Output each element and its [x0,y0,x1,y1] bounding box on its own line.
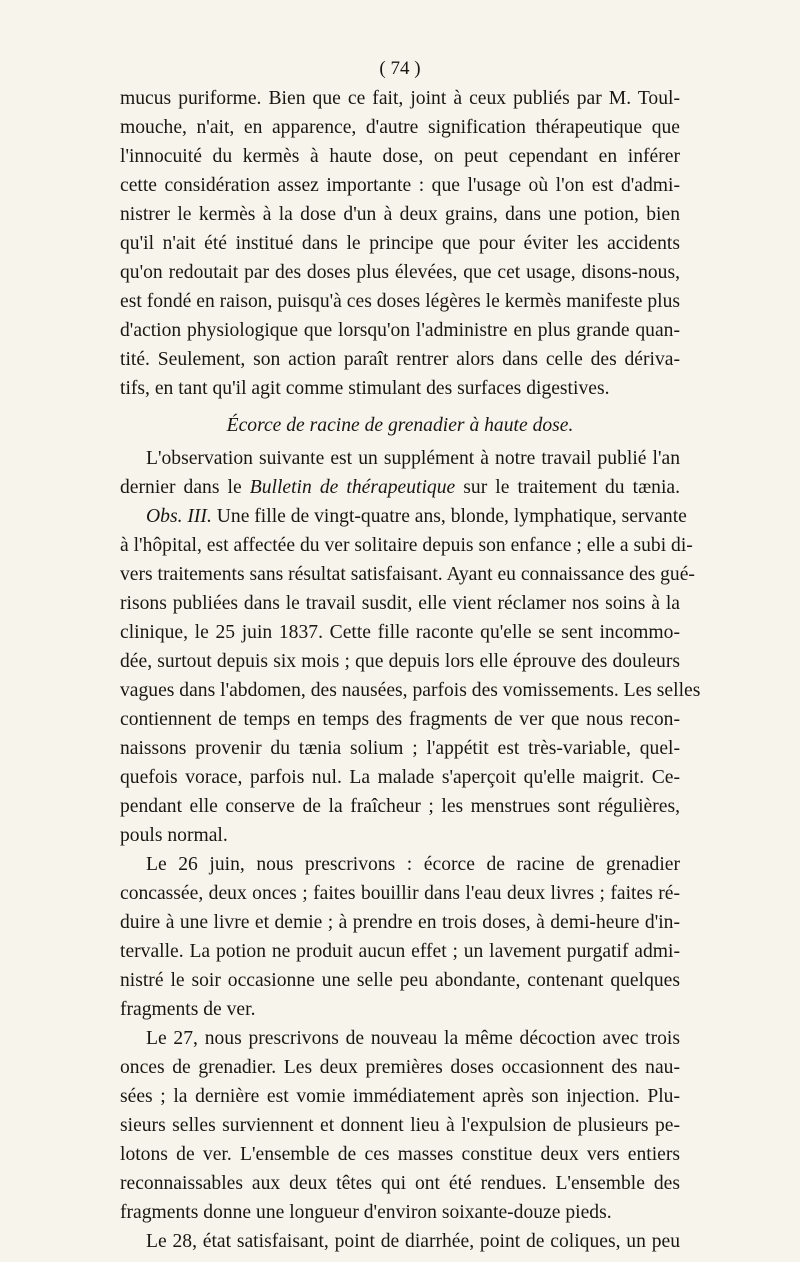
text-line: Le 27, nous prescrivons de nouveau la même décoction avec trois [146,1028,680,1049]
text-line: clinique, le 25 juin 1837. Cette fille raconte qu'elle se sent incommo- [120,622,680,643]
text-line: naissons provenir du tænia solium ; l'appétit est très-variable, quel- [120,738,680,759]
text-run: Une fille de vingt-quatre ans, blonde, lymphatique, servante [211,506,687,527]
paragraph-june-26 [120,850,680,1024]
text-line: sées ; la dernière est vomie immédiatement après son injection. Plu- [120,1086,680,1107]
text-line: lotons de ver. L'ensemble de ces masses constitue deux vers entiers [120,1144,680,1165]
paragraph-observation [120,502,701,850]
text-line: pouls normal. [120,825,228,846]
text-line: qu'on redoutait par des doses plus élevées, que cet usage, disons-nous, [120,262,680,283]
text-line: tité. Seulement, son action paraît rentrer alors dans celle des dérivа- [120,349,680,370]
text-line: duire à une livre et demie ; à prendre en trois doses, à demi-heure d'in- [120,912,680,933]
text-line: Le 26 juin, nous prescrivons : écorce de racine de grenadier [146,854,680,875]
text-line: l'innocuité du kermès à haute dose, on peut cependant en inférer [120,146,680,167]
text-line: tifs, en tant qu'il agit comme stimulant des surfaces digestives. [120,378,610,399]
book-page [120,58,701,1256]
text-run: dernier dans le [120,477,250,498]
text-line: L'observation suivante est un supplément à notre travail publié l'an [146,448,680,469]
text-line: sieurs selles surviennent et donnent lieu à l'expulsion de plusieurs pe- [120,1115,680,1136]
text-line: concassée, deux onces ; faites bouillir dans l'eau deux livres ; faites ré- [120,883,680,904]
text-line: nistrer le kermès à la dose d'un à deux grains, dans une potion, bien [120,204,680,225]
text-line: vagues dans l'abdomen, des nausées, parfois des vomissements. Les selles [120,680,701,701]
text-line: qu'il n'ait été institué dans le principe que pour éviter les accidents [120,233,680,254]
text-line: fragments de ver. [120,999,256,1020]
text-run: sur le traitement du tænia. [455,477,680,498]
text-line: est fondé en raison, puisqu'à ces doses légères le kermès manifeste plus [120,291,680,312]
text-line: d'action physiologique que lorsqu'on l'administre en plus grande quan- [120,320,680,341]
text-line: reconnaissables aux deux têtes qui ont été rendues. L'ensemble des [120,1173,680,1194]
paragraph-june-27 [120,1024,680,1227]
section-title: Écorce de racine de grenadier à haute dose. [226,415,574,436]
text-line: quefois vorace, parfois nul. La malade s'aperçoit qu'elle maigrit. Ce- [120,767,680,788]
text-line: Le 28, état satisfaisant, point de diarrhée, point de coliques, un peu [146,1231,680,1252]
observation-label: Obs. III. [146,506,212,527]
text-line: nistré le soir occasionne une selle peu abondante, contenant quelques [120,970,680,991]
text-line: onces de grenadier. Les deux premières doses occasionnent des nau- [120,1057,680,1078]
text-line: mucus puriforme. Bien que ce fait, joint à ceux publiés par M. Toul- [120,88,680,109]
journal-title: Bulletin de thérapeutique [249,477,456,498]
text-line [120,502,687,531]
paragraph-intro [120,444,680,502]
text-line: à l'hôpital, est affectée du ver solitaire depuis son enfance ; elle a subi di- [120,535,693,556]
text-line: risons publiées dans le travail susdit, elle vient réclamer nos soins à la [120,593,680,614]
text-line: cette considération assez importante : que l'usage où l'on est d'admi- [120,175,680,196]
text-line [120,473,680,502]
text-line: tervalle. La potion ne produit aucun effet ; un lavement purgatif admi- [120,941,680,962]
page-number: ( 74 ) [379,58,421,79]
paragraph-kermes [120,84,680,403]
text-line: fragments donne une longueur d'environ soixante-douze pieds. [120,1202,612,1223]
text-line: vers traitements sans résultat satisfaisant. Ayant eu connaissance des gué- [120,564,695,585]
text-line: dée, surtout depuis six mois ; que depuis lors elle éprouve des douleurs [120,651,680,672]
text-line: contiennent de temps en temps des fragments de ver que nous recon- [120,709,680,730]
paragraph-june-28 [120,1227,680,1256]
text-line: mouche, n'ait, en apparence, d'autre signification thérapeutique que [120,117,680,138]
text-line: pendant elle conserve de la fraîcheur ; les menstrues sont régulières, [120,796,680,817]
